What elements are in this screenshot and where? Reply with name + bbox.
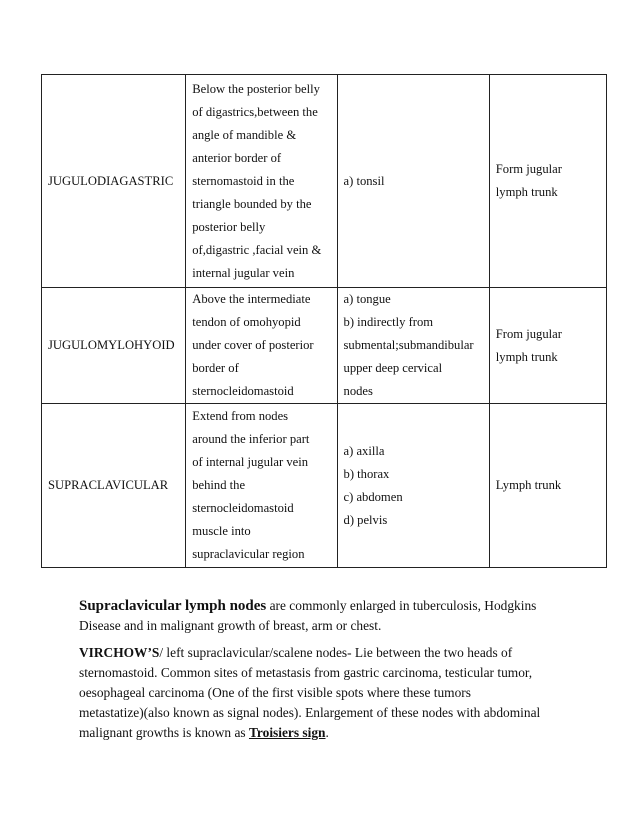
supraclavicular-heading: Supraclavicular lymph nodes	[79, 598, 267, 614]
cell-line: c) abdomen	[343, 489, 403, 504]
cell-line: a) tonsil	[343, 173, 385, 188]
paragraph-text: malignant growths is known as	[79, 725, 249, 740]
cell-line: under cover of posterior	[192, 338, 314, 352]
node-group-name-cell: JUGULODIAGASTRIC	[42, 75, 186, 288]
cell-line: b) thorax	[343, 466, 390, 481]
cell-line: b) indirectly from	[343, 315, 434, 329]
drainage-cell	[337, 75, 489, 288]
paragraph-line	[79, 596, 579, 616]
paragraph-text: are commonly enlarged in tuberculosis, Hodgkins	[266, 598, 537, 613]
cell-line: tendon of omohyopid	[192, 315, 301, 329]
table-row	[42, 288, 607, 404]
virchow-heading: VIRCHOW’S	[79, 645, 160, 660]
cell-line: Extend from nodes	[192, 409, 289, 423]
cell-line: of internal jugular vein	[192, 455, 309, 469]
cell-line: Lymph trunk	[495, 478, 562, 492]
cell-line: of,digastric ,facial vein &	[192, 242, 322, 257]
location-cell	[186, 404, 337, 568]
virchow-paragraph	[79, 643, 579, 743]
cell-line: angle of mandible &	[192, 127, 297, 142]
drainage-cell	[337, 288, 489, 404]
cell-line: lymph trunk	[495, 349, 558, 364]
cell-line: a) tongue	[343, 292, 391, 306]
paragraph-line	[79, 723, 579, 743]
efferent-cell	[489, 404, 606, 568]
cell-line: Form jugular	[495, 162, 562, 176]
efferent-cell	[489, 75, 606, 288]
supraclavicular-paragraph	[79, 596, 579, 636]
cell-line: around the inferior part	[192, 432, 310, 446]
drainage-cell	[337, 404, 489, 568]
efferent-cell	[489, 288, 606, 404]
troisiers-sign-term: Troisiers sign	[248, 725, 326, 740]
node-group-name-cell: JUGULOMYLOHYOID	[42, 288, 186, 404]
paragraph-line: metastatize)(also known as signal nodes). Enlargement of these nodes with abdominal	[79, 705, 541, 720]
paragraph-line: oesophageal carcinoma (One of the first visible spots where these tumors	[79, 685, 471, 700]
cell-line: From jugular	[495, 326, 562, 341]
paragraph-text: .	[325, 725, 329, 740]
paragraph-text: / left supraclavicular/scalene nodes- Lie between the two heads of	[159, 645, 513, 660]
cell-line: Below the posterior belly	[192, 81, 320, 96]
cell-line: of digastrics,between the	[192, 104, 318, 119]
paragraph-line	[79, 643, 579, 663]
cell-line: sternocleidomastoid	[192, 501, 294, 515]
cell-line: muscle into	[192, 524, 251, 538]
cell-line: lymph trunk	[495, 185, 558, 199]
cell-line: upper deep cervical	[343, 361, 443, 375]
cell-line: anterior border of	[192, 150, 282, 165]
lymph-node-table	[41, 74, 607, 568]
cell-line: posterior belly	[192, 219, 266, 234]
cell-line: Above the intermediate	[192, 292, 311, 306]
table-row	[42, 404, 607, 568]
cell-line: triangle bounded by the	[192, 196, 312, 211]
cell-line: supraclavicular region	[192, 547, 305, 561]
location-cell	[186, 288, 337, 404]
cell-line: d) pelvis	[343, 512, 388, 527]
paragraph-line: sternomastoid. Common sites of metastasis from gastric carcinoma, testicular tumor,	[79, 665, 533, 680]
cell-line: sternomastoid in the	[192, 173, 295, 188]
cell-line: behind the	[192, 478, 246, 492]
cell-line: sternocleidomastoid	[192, 384, 294, 398]
cell-line: internal jugular vein	[192, 265, 295, 280]
paragraph-line: Disease and in malignant growth of breast, arm or chest.	[79, 618, 382, 633]
cell-line: a) axilla	[343, 443, 385, 458]
location-cell	[186, 75, 337, 288]
node-group-name-cell: SUPRACLAVICULAR	[42, 404, 186, 568]
cell-line: border of	[192, 361, 239, 375]
cell-line: nodes	[343, 384, 373, 398]
table-row	[42, 75, 607, 288]
cell-line: submental;submandibular	[343, 338, 474, 352]
